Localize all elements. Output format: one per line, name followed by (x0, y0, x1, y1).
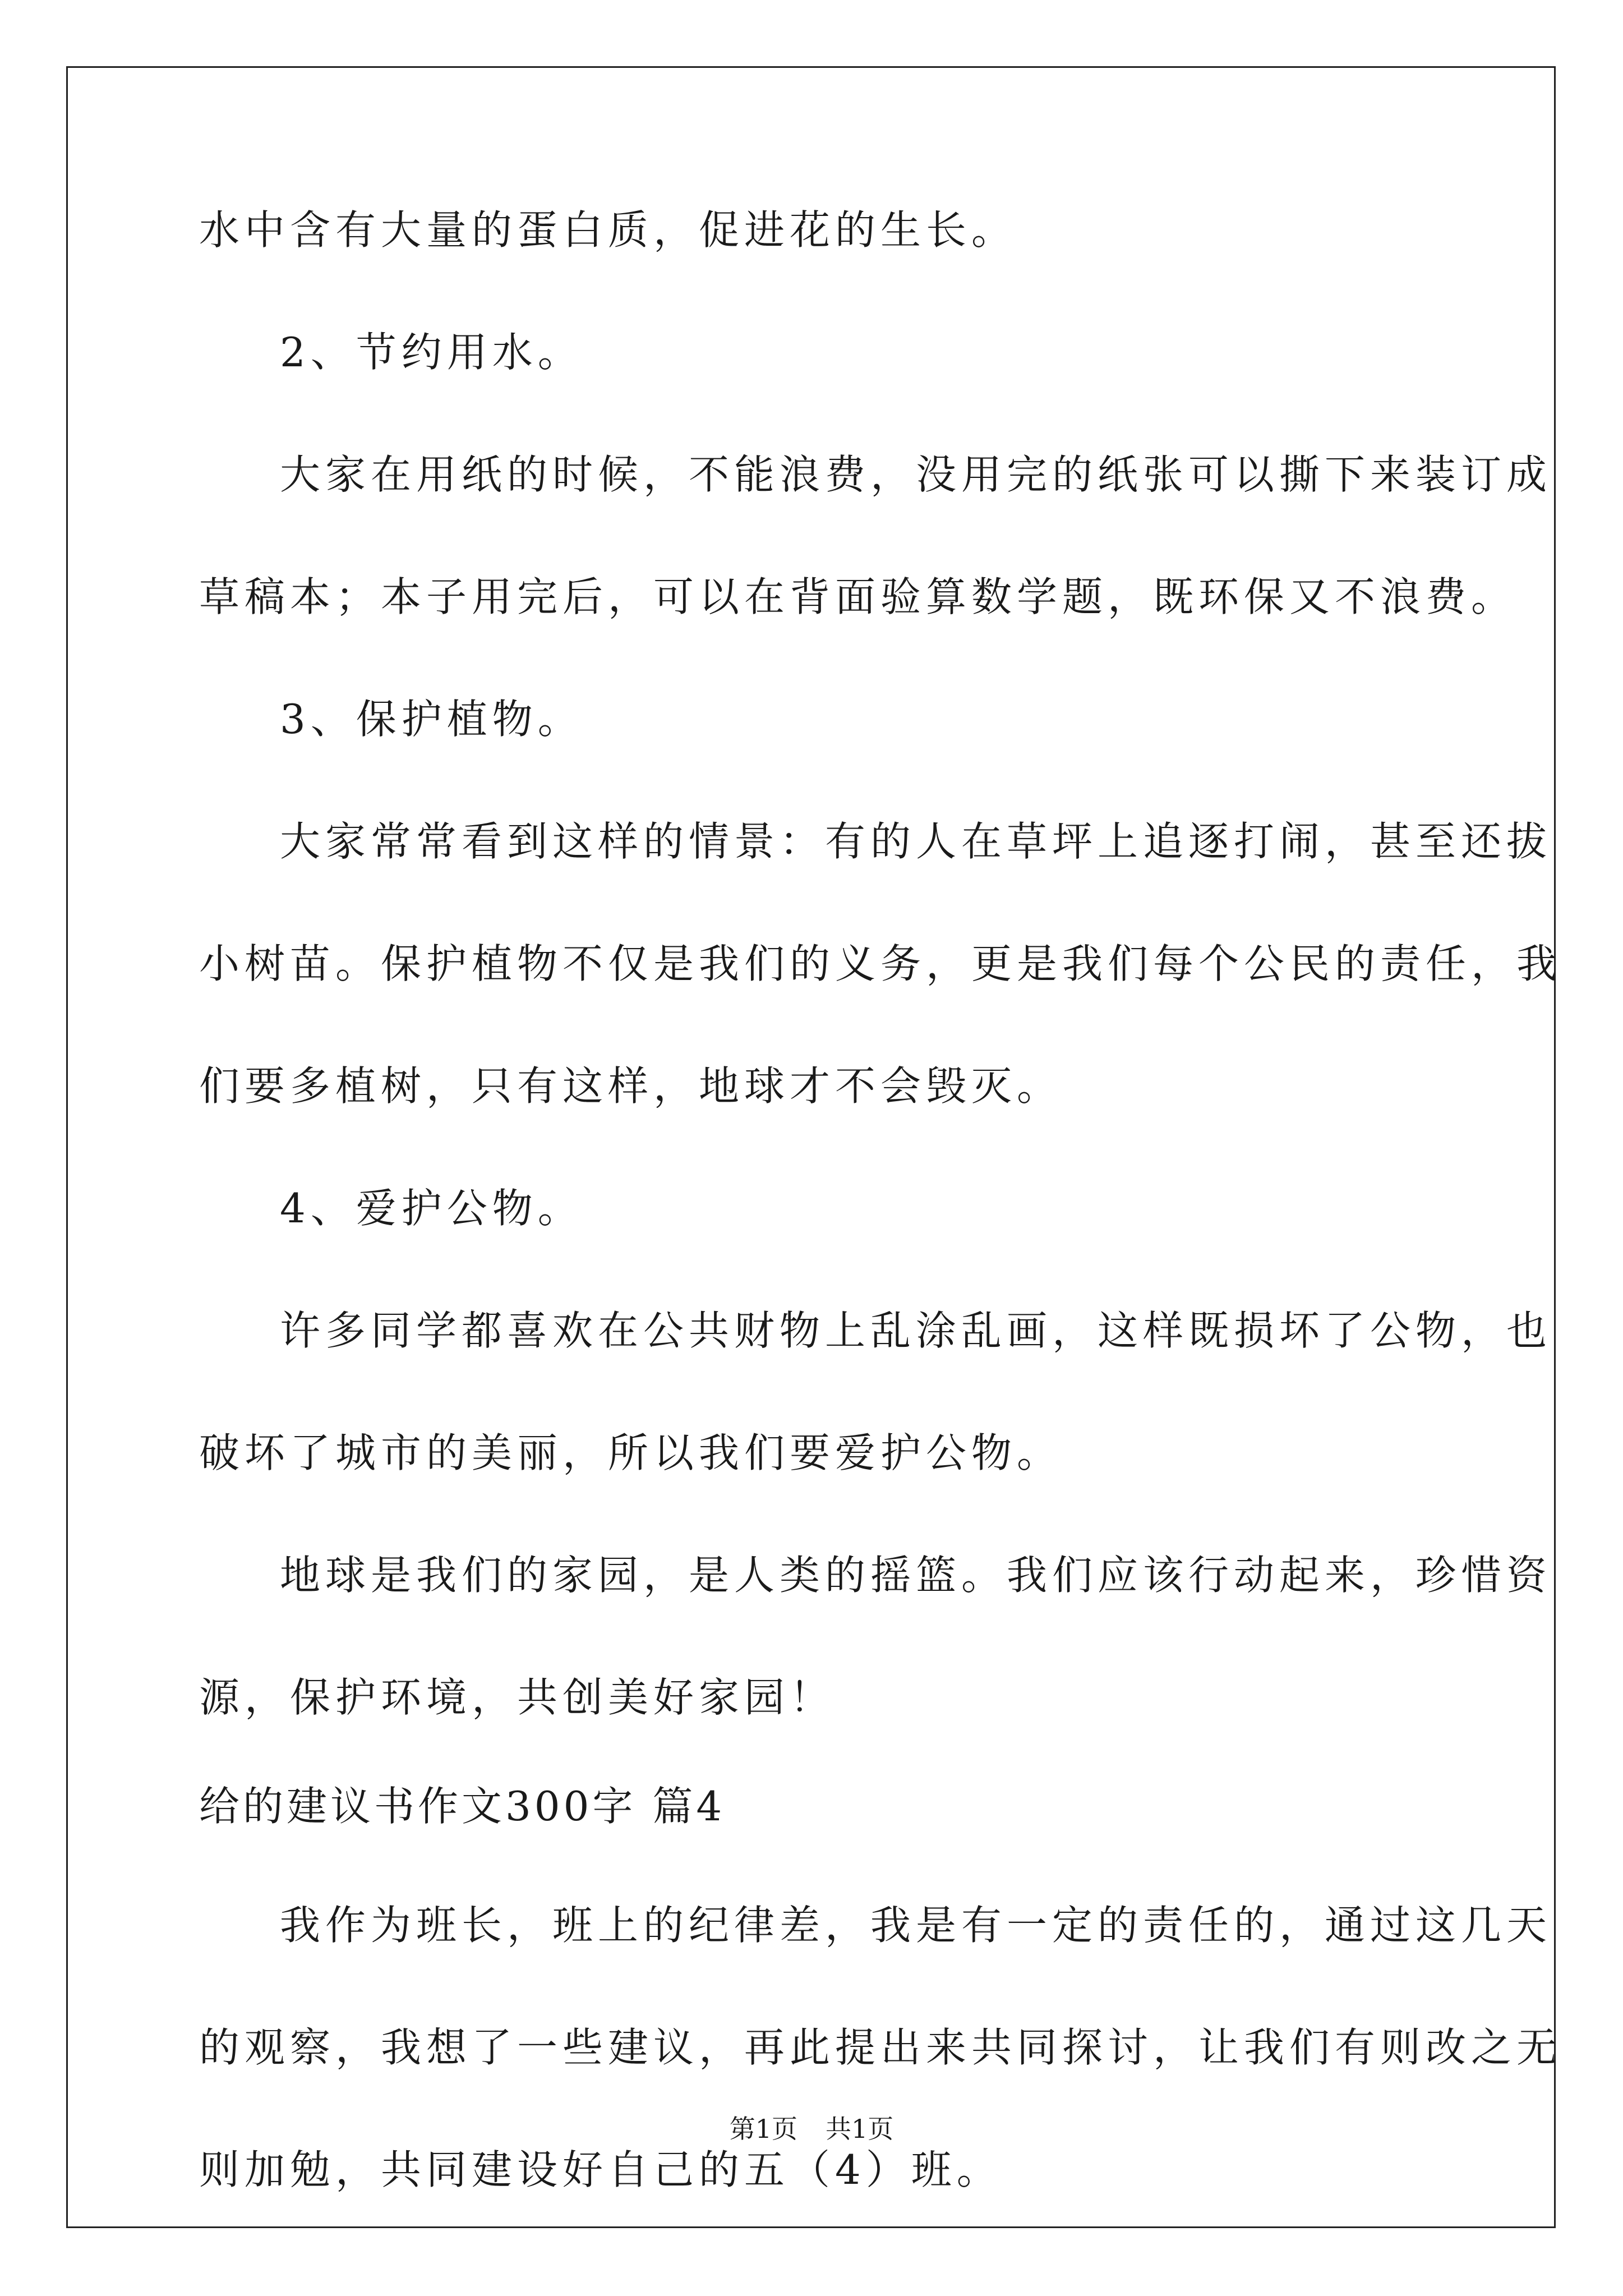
text-line: 草稿本；本子用完后，可以在背面验算数学题，既环保又不浪费。 (199, 573, 1517, 620)
text-line: 地球是我们的家园，是人类的摇篮。我们应该行动起来，珍惜资 (280, 1552, 1552, 1599)
text-line: 4、爱护公物。 (280, 1185, 583, 1232)
text-line: 水中含有大量的蛋白质，促进花的生长。 (199, 206, 1017, 254)
text-line: 们要多植树，只有这样，地球才不会毁灭。 (199, 1062, 1063, 1110)
text-line: 我作为班长，班上的纪律差，我是有一定的责任的，通过这几天 (280, 1902, 1552, 1949)
text-line: 2、节约用水。 (280, 329, 583, 376)
page-number: 第1页 (729, 2114, 797, 2144)
page-footer (0, 2112, 1623, 2146)
text-line: 3、保护植物。 (280, 696, 583, 743)
page-total: 共1页 (826, 2114, 894, 2144)
text-line: 破坏了城市的美丽，所以我们要爱护公物。 (199, 1429, 1063, 1476)
section-heading: 给的建议书作文300字 篇4 (199, 1783, 726, 1830)
text-line: 的观察，我想了一些建议，再此提出来共同探讨，让我们有则改之无 (199, 2024, 1562, 2071)
text-line: 小树苗。保护植物不仅是我们的义务，更是我们每个公民的责任，我 (199, 940, 1562, 987)
text-line: 许多同学都喜欢在公共财物上乱涂乱画，这样既损坏了公物，也 (280, 1307, 1552, 1354)
text-line: 大家常常看到这样的情景：有的人在草坪上追逐打闹，甚至还拔 (280, 818, 1552, 865)
text-line: 大家在用纸的时候，不能浪费，没用完的纸张可以撕下来装订成 (280, 451, 1552, 498)
text-line: 源，保护环境，共创美好家园！ (199, 1674, 836, 1721)
text-line: 则加勉，共同建设好自己的五（4）班。 (199, 2146, 1002, 2193)
